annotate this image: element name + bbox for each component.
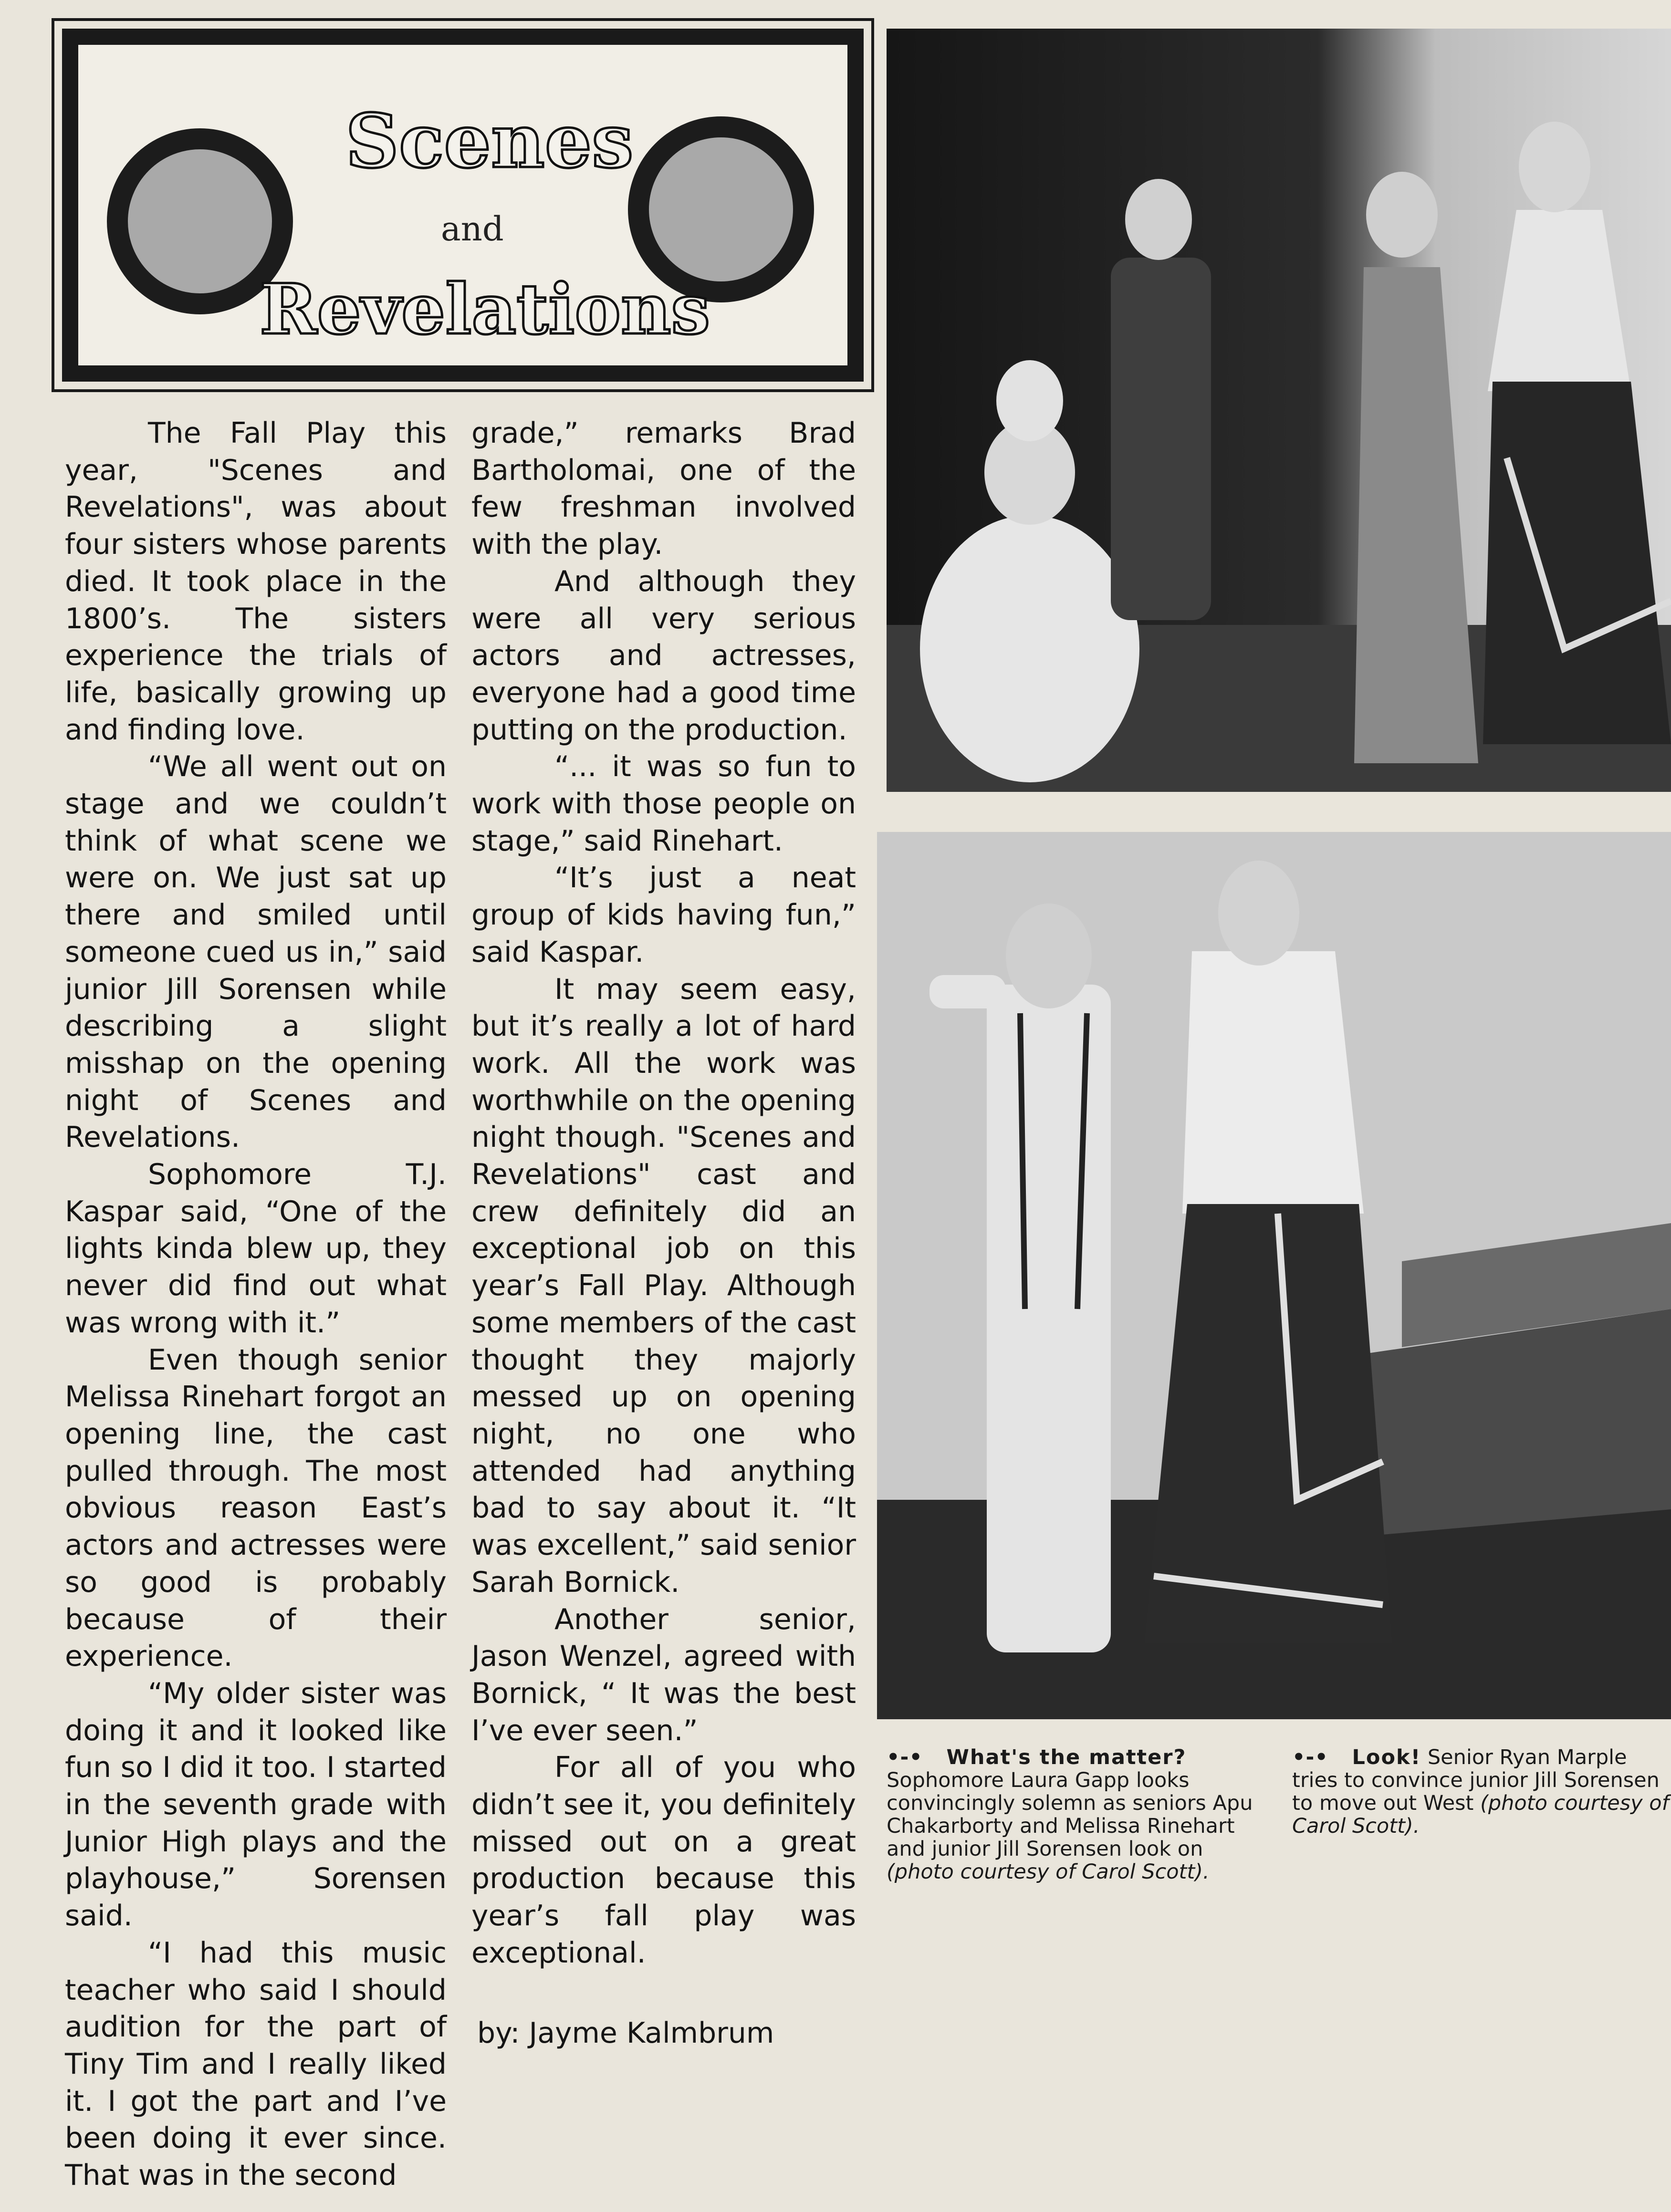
paragraph: Even though senior Melissa Rinehart forgot an opening line, the cast pulled through. The most obvious reason East’s actors and actresses were so good is probably because of their experience. bbox=[65, 1343, 447, 1673]
paragraph: For all of you who didn’t see it, you definitely missed out on a great production because this year’s fall play was exceptional. bbox=[471, 1751, 856, 1970]
paragraph: “My older sister was doing it and it looked like fun so I did it too. I started in the seventh grade with Junior High plays and the playhouse,” Sorensen said. bbox=[65, 1676, 447, 1933]
title-connector: and bbox=[441, 209, 504, 249]
paragraph: And although they were all very serious actors and actresses, everyone had a good time putting on the production. bbox=[471, 564, 856, 747]
caption-credit: (photo courtesy of Carol Scott). bbox=[887, 1860, 1210, 1884]
caption-heading: What's the matter? bbox=[946, 1745, 1187, 1769]
paragraph: It may seem easy, but it’s really a lot of hard work. All the work was worthwhile on the opening night though. "Scenes and Revelations" cast and crew definitely did an exceptional job on this year’s Fall Play. Although some members of the cast thought they majorly messed up on opening night, no one who attended had anything bad to say about it. “It was excellent,” said senior Sarah Bornick. bbox=[471, 972, 856, 1599]
article-column-2 bbox=[471, 415, 856, 2052]
paragraph: Sophomore T.J. Kaspar said, “One of the lights kinda blew up, they never did find out what was wrong with it.” bbox=[65, 1158, 447, 1340]
title-banner bbox=[62, 29, 864, 382]
article-column-1 bbox=[65, 415, 447, 2194]
paragraph: “... it was so fun to work with those people on stage,” said Rinehart. bbox=[471, 750, 856, 858]
title-line-2: Revelations bbox=[260, 269, 710, 350]
stage-scene-illustration bbox=[877, 832, 1671, 1719]
caption-bullet: •-• bbox=[887, 1745, 923, 1769]
byline: by: Jayme Kalmbrum bbox=[477, 2016, 774, 2050]
paragraph: “We all went out on stage and we couldn’t think of what scene we were on. We just sat up there and smiled until someone cued us in,” said junior Jill Sorensen while describing a slight misshap on the opening night of Scenes and Revelations. bbox=[65, 750, 447, 1154]
paragraph: The Fall Play this year, "Scenes and Revelations", was about four sisters whose parents died. It took place in the 1800’s. The sisters experience the trials of life, basically growing up and finding love. bbox=[65, 416, 447, 747]
paragraph: Another senior, Jason Wenzel, agreed with Bornick, “ It was the best I’ve ever seen.” bbox=[471, 1602, 856, 1747]
paragraph-continuation: grade,” remarks Brad Bartholomai, one of the few freshman involved with the play. bbox=[471, 416, 856, 561]
photo-four-sisters bbox=[887, 29, 1671, 792]
paragraph: “It’s just a neat group of kids having fun,” said Kaspar. bbox=[471, 861, 856, 969]
caption-text: Sophomore Laura Gapp looks convincingly solemn as seniors Apu Chakarborty and Melissa Rinehart and junior Jill Sorensen look on bbox=[887, 1768, 1253, 1861]
title-line-1: Scenes bbox=[345, 97, 634, 185]
caption-photo-2 bbox=[1292, 1746, 1669, 1838]
caption-heading: Look! bbox=[1352, 1745, 1421, 1769]
caption-photo-1 bbox=[887, 1746, 1254, 1883]
caption-text: Senior Ryan Marple tries to convince junior Jill Sorensen to move out West bbox=[1292, 1745, 1660, 1815]
stage-scene-illustration bbox=[887, 29, 1671, 792]
caption-bullet: •-• bbox=[1292, 1745, 1328, 1769]
paragraph: “I had this music teacher who said I should audition for the part of Tiny Tim and I really liked it. I got the part and I’ve been doing it ever since. That was in the second bbox=[65, 1936, 447, 2192]
photo-marple-sorensen bbox=[877, 832, 1671, 1719]
caption-credit: (photo courtesy of Carol Scott). bbox=[1292, 1791, 1669, 1838]
